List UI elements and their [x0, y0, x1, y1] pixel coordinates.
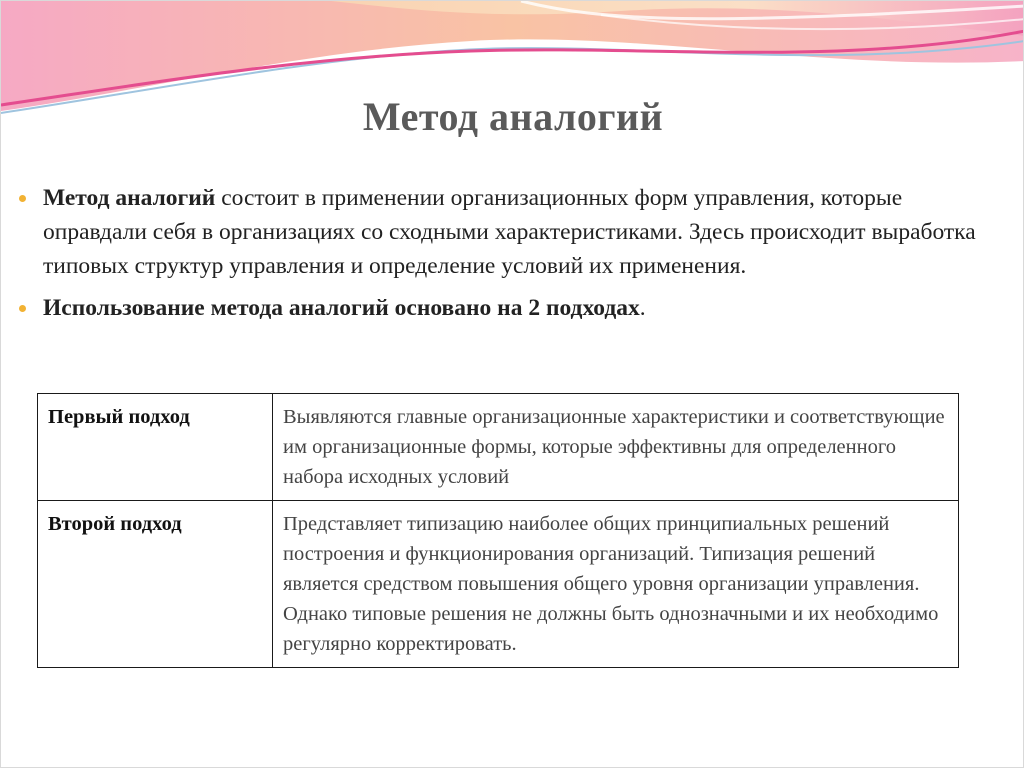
bullet-list: [15, 181, 995, 333]
bullet-dot-icon: [19, 305, 26, 312]
approaches-table: [37, 393, 959, 668]
approach-description-cell: Представляет типизацию наиболее общих принципиальных решений построения и функционирования организаций. Типизация решений является средством повышения общего уровня организации управления. Однако типовые решения не должны быть однозначными и их необходимо регулярно корректировать.: [273, 501, 959, 668]
bullet-text: состоит в применении организационных форм управления, которые оправдали себя в организациях со сходными характеристиками. Здесь происходит выработка типовых структур управления и определение условий их применения.: [43, 185, 976, 279]
bullet-bold-text: Метод аналогий: [43, 185, 216, 211]
table-row: [38, 501, 959, 668]
bullet-item: [15, 291, 995, 325]
bullet-item: [15, 181, 995, 283]
bullet-dot-icon: [19, 195, 26, 202]
approach-description-cell: Выявляются главные организационные характеристики и соответствующие им организационные формы, которые эффективны для определенного набора исходных условий: [273, 394, 959, 501]
bullet-bold-text: Использование метода аналогий основано на 2 подходах: [43, 295, 640, 321]
approach-name-cell: Второй подход: [38, 501, 273, 668]
slide-title: Метод аналогий: [362, 94, 664, 139]
approach-name-cell: Первый подход: [38, 394, 273, 501]
table-row: [38, 394, 959, 501]
bullet-text: .: [639, 295, 646, 321]
